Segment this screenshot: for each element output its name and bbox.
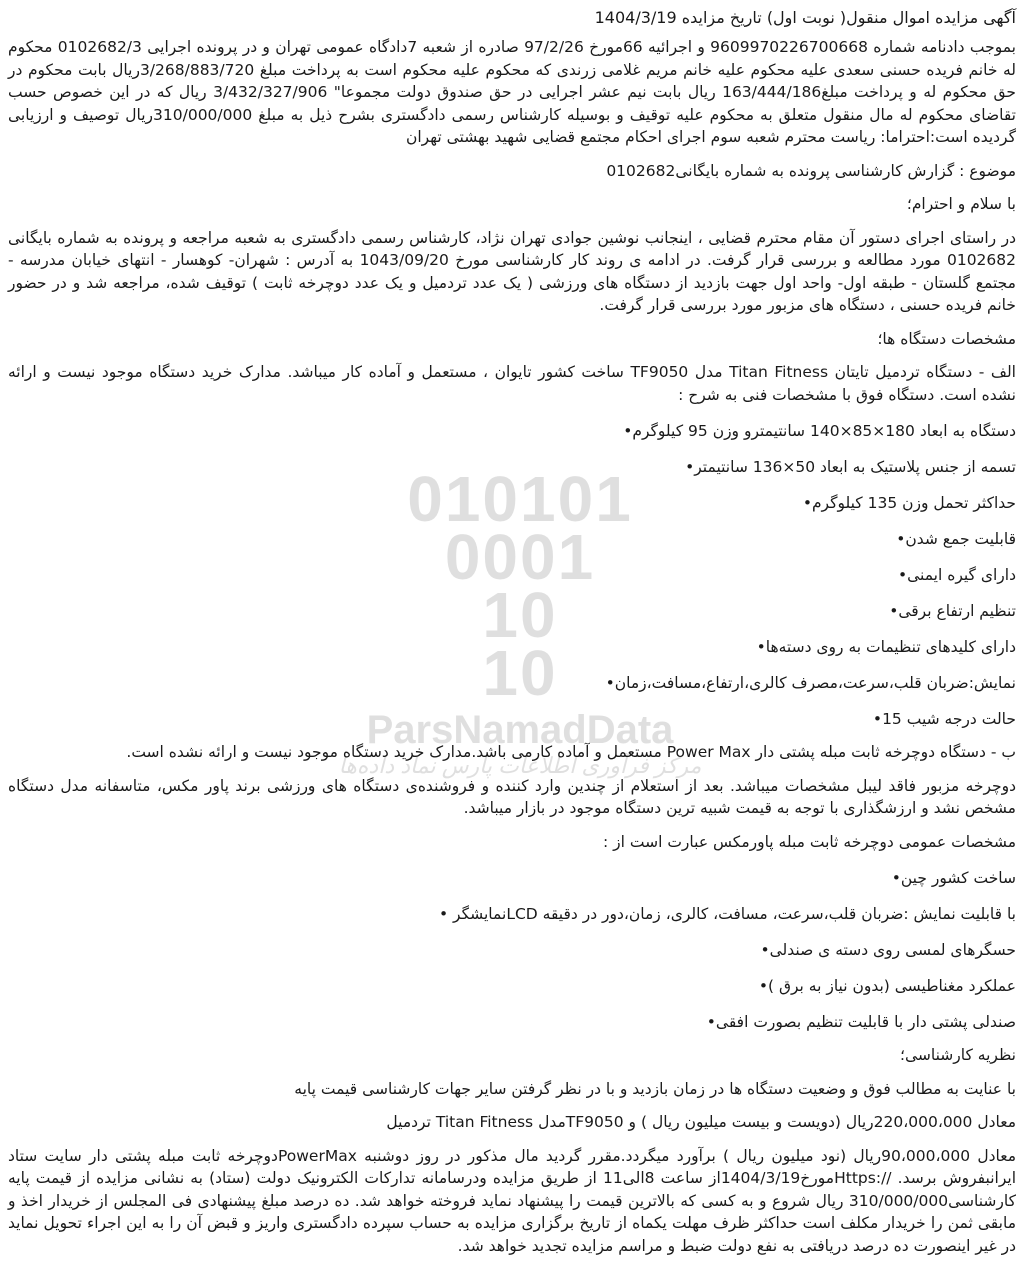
opinion-heading: نظریه کارشناسی؛ — [900, 1046, 1016, 1064]
watermark-digits-2: 0001 — [444, 521, 596, 593]
devices-heading: مشخصات دستگاه ها؛ — [877, 329, 1016, 348]
intro-paragraph: بموجب دادنامه شماره 9609970226700668 و اجرائیه 66مورخ 97/2/26 صادره از شعبه 7دادگاه عمومی تهران و در پرونده اجرایی 0102682/3 محکوم له خانم فریده حسنی سعدی علیه محکوم علیه خانم مریم غلامی زرندی که محکوم علیه محکوم است به پرداخت مبلغ 3/268/883/720ریال بابت محکوم در حق محکوم له و پرداخت مبلغ163/444/186 ریال بابت نیم عشر اجرایی در حق صندوق دولت مجموعا" 3/432/327/906 ریال که در این خصوص حسب تقاضای محکوم له مال منقول متعلق به محکوم علیه توقیف و بوسیله کارشناس رسمی دادگستری بشرح ذیل به مبلغ 310/000/000ریال توصیف و ارزیابی گردیده است:احتراما: ریاست محترم شعبه سوم اجرای احکام مجتمع قضایی شهید بهشتی تهران — [8, 38, 1017, 146]
watermark-digits-1: 010101 — [407, 463, 633, 535]
bike-spec-item: صندلی پشتی دار با قابلیت تنظیم بصورت افقی• — [706, 1013, 1016, 1031]
watermark-brand: ParsNamadData — [366, 708, 674, 752]
bike-specs-heading: مشخصات عمومی دوچرخه ثابت مبله پاورمکس عبارت است از : — [603, 832, 1016, 851]
watermark-tagline: مرکز فرآوری اطلاعات پارس نماد داده‌ها — [338, 753, 702, 778]
opinion-closing: معادل 90،000،000ریال (نود میلیون ریال ) برآورد میگردد.مقرر گردید مال مذکور در روز دوشنبه PowerMaxدوچرخه ثابت مبله پشتی دار سایت ستاد ایرانبفروش برسد. //:Httpsمورخ1404/3/19از ساعت 8الی11 از طریق مزایده ودرسامانه تدارکات الکترونیک دولت (ستاد) به نشانی مزایده از قیمت پایه کارشناسی310/000/000 ریال شروع و به کسی که بالاترین قیمت را پیشنهاد نماید فروخته خواهد شد. ده درصد مبلغ پیشنهادی فی المجلس از خریدار اخذ و مابقی ثمن را خریدار مکلف است حداکثر ظرف مهلت یکماه از تاریخ برگزاری مزایده به حساب سپرده دادگستری واریز و قبض آن را به این اجراء تحویل نماید در غیر اینصورت ده درصد دریافتی به نفع دولت ضبط و مراسم مزایده تجدید خواهد شد. — [8, 1146, 1017, 1255]
report-paragraph: در راستای اجرای دستور آن مقام محترم قضایی ، اینجانب نوشین جوادی تهران نژاد، کارشناس رسمی دادگستری به شعبه مراجعه و پرونده به شماره بایگانی 0102682 مورد مطالعه و بررسی قرار گرفت. در ادامه ی روند کار کارشناسی مورخ 1043/09/20 به آدرس : شهران- کوهسار - انتهای خیابان مدرسه - مجتمع گلستان - طبقه اول- واحد اول جهت بازدید از دستگاه های ورزشی ( یک عدد تردمیل و یک عدد دوچرخه ثابت ) توقیف شده، مراجعه شد و در حضور خانم فریده حسنی ، دستگاه های مزبور مورد بررسی قرار گرفت. — [8, 228, 1016, 314]
treadmill-spec-item: حداکثر تحمل وزن 135 کیلوگرم• — [802, 494, 1016, 512]
treadmill-spec-item: دستگاه به ابعاد 180×85×140 سانتیمترو وزن 95 کیلوگرم• — [623, 422, 1016, 440]
bike-spec-item: عملکرد مغناطیسی (بدون نیاز به برق )• — [758, 977, 1016, 995]
opinion-treadmill-value: معادل 220،000،000ریال (دویست و بیست میلیون ریال ) و TF9050مدل Titan Fitness تردمیل — [386, 1113, 1016, 1131]
watermark-digits-3: 10 — [482, 579, 558, 651]
treadmill-spec-item: دارای گیره ایمنی• — [897, 566, 1016, 584]
bike-spec-item: با قابلیت نمایش :ضربان قلب،سرعت، مسافت، کالری، زمان،دور در دقیقه LCDنمایشگر • — [438, 905, 1016, 923]
report-greeting: با سلام و احترام؛ — [906, 195, 1016, 213]
bike-spec-item: حسگرهای لمسی روی دسته ی صندلی• — [760, 941, 1016, 959]
bike-spec-item: ساخت کشور چین• — [891, 869, 1016, 887]
watermark-digits-4: 10 — [482, 637, 558, 709]
treadmill-spec-item: قابلیت جمع شدن• — [896, 530, 1016, 548]
report-subject: موضوع : گزارش کارشناسی پرونده به شماره بایگانی0102682 — [606, 161, 1016, 180]
treadmill-spec-item: حالت درجه شیب 15• — [872, 710, 1016, 728]
page-title: آگهی مزایده اموال منقول( نوبت اول) تاریخ مزایده 1404/3/19 — [594, 8, 1016, 27]
bike-intro: ب - دستگاه دوچرخه ثابت مبله پشتی دار Power Max مستعمل و آماده کارمی باشد.مدارک خرید دستگاه موجود نیست و ارائه نشده است. — [126, 743, 1016, 761]
bike-note: دوچرخه مزبور فاقد لیبل مشخصات میباشد. بعد از استعلام از چندین وارد کننده و فروشنده‌ی دستگاه های ورزشی برند پاور مکس، متاسفانه مدل دستگاه مشخص نشد و ارزشگذاری با توجه به قیمت شبیه ترین دستگاه موجود در بازار میباشد. — [8, 776, 1016, 817]
opinion-intro: با عنایت به مطالب فوق و وضعیت دستگاه ها در زمان بازدید و با در نظر گرفتن سایر جهات کارشناسی قیمت پایه — [294, 1079, 1016, 1098]
treadmill-spec-item: دارای کلیدهای تنظیمات به روی دسته‌ها• — [756, 638, 1016, 656]
treadmill-spec-item: نمایش:ضربان قلب،سرعت،مصرف کالری،ارتفاع،مسافت،زمان• — [605, 674, 1016, 692]
treadmill-spec-item: تسمه از جنس پلاستیک به ابعاد 50×136 سانتیمتر• — [685, 458, 1016, 476]
treadmill-intro: الف - دستگاه تردمیل تایتان Titan Fitness مدل TF9050 ساخت کشور تایوان ، مستعمل و آماده کار میباشد. مدارک خرید دستگاه موجود نیست و ارائه نشده است. دستگاه فوق با مشخصات فنی به شرح : — [8, 363, 1016, 404]
treadmill-spec-item: تنظیم ارتفاع برقی• — [889, 602, 1016, 620]
